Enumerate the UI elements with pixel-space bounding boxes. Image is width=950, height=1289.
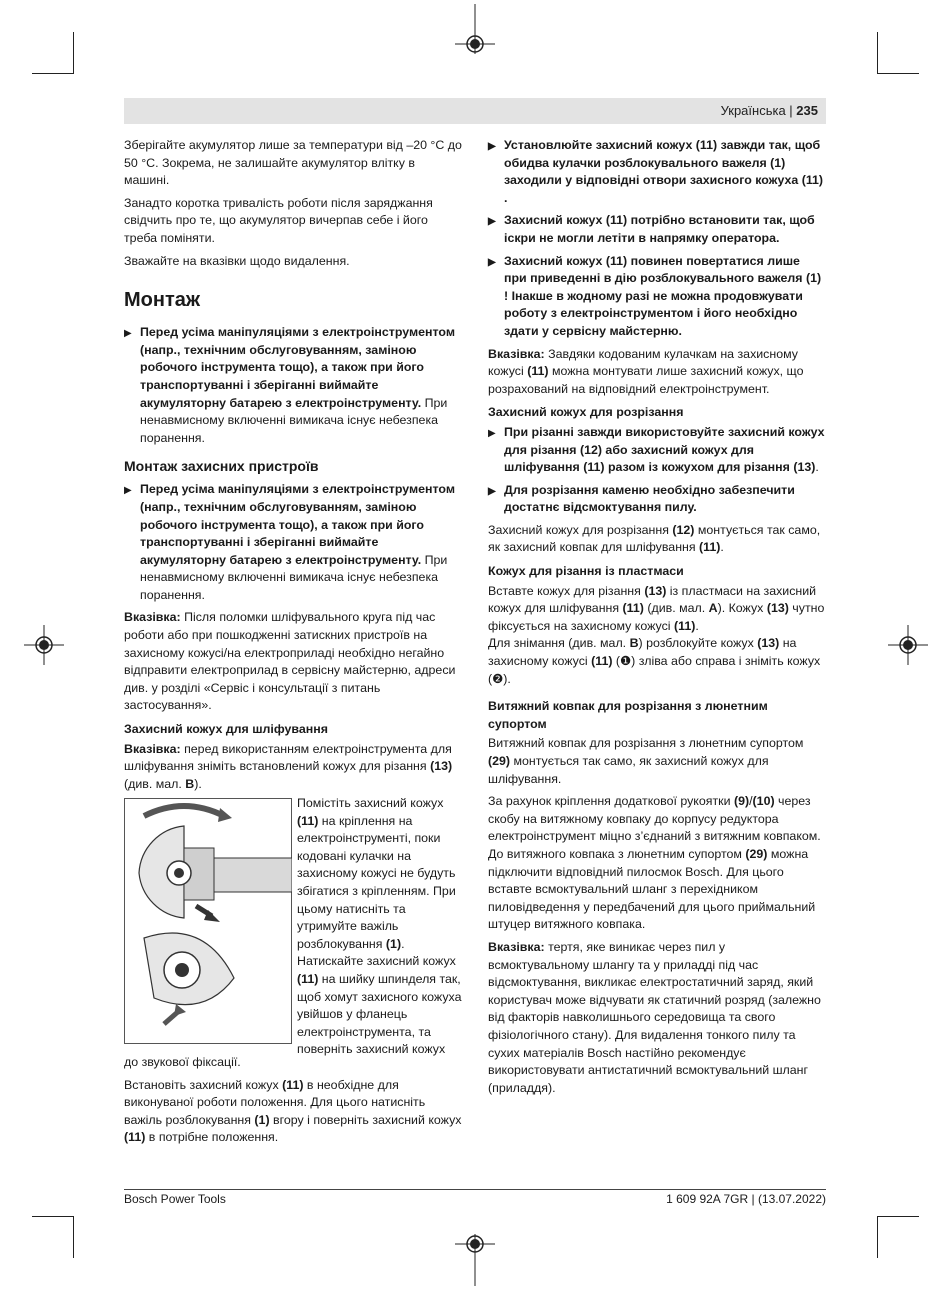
crop-mark [877, 32, 878, 74]
subheading-exhaust: Витяжний ковпак для розрізання з люнетним супортом [488, 699, 768, 731]
warning-item: ▶ Перед усіма маніпуляціями з електроінструментом (напр., технічним обслуговуванням, заміною робочого інструмента тощо), а також при його транспортуванні і зберіганні виймайте акумуляторну батарею з електроінструменту. При ненавмисному включенні вимикача існує небезпека поранення. [124, 325, 455, 445]
bullet-arrow-icon: ▶ [488, 485, 496, 497]
paragraph: Встановіть захисний кожух (11) в необхідне для виконуваної роботи положення. Для цього натисніть важіль розблокування (1) вгору і поверніть захисний кожух (11) в потрібне положення. [124, 1077, 462, 1145]
note: Вказівка: тертя, яке виникає через пил у всмоктувальному шлангу та у приладді під час відсмоктування, викликає електростатичний заряд, який користувач може відчувати як статичний розряд (залежно від факторів навколишнього середовища та свого фізіологічного стану). Для видалення тонкого пилу та сухих матеріалів Bosch настійно рекомендує використовувати антистатичний всмоктувальний шланг (приладдя). [488, 939, 821, 1095]
page-header [124, 98, 826, 124]
bullet-arrow-icon: ▶ [488, 216, 496, 228]
page-number: 235 [796, 103, 818, 118]
bullet-arrow-icon: ▶ [124, 328, 132, 340]
paragraph: Вставте кожух для різання (13) із пластмаси на захисний кожух для шліфування (11) (див. мал. A). Кожух (13) чутно фіксується на захисному кожусі (11). [488, 583, 825, 633]
paragraph: Витяжний ковпак для розрізання з люнетним супортом (29) монтується так само, як захисний кожух для шліфування. [488, 736, 804, 786]
bullet-arrow-icon: ▶ [488, 427, 496, 439]
bullet-arrow-icon: ▶ [488, 256, 496, 268]
header-text: Українська | 235 [720, 103, 818, 118]
note: Вказівка: перед використанням електроінструмента для шліфування зніміть встановлений кожух для різання (13) (див. мал. B). [124, 741, 453, 791]
crop-mark [32, 73, 74, 74]
paragraph: Зважайте на вказівки щодо видалення. [124, 253, 350, 268]
right-column [488, 137, 826, 1102]
footer-brand: Bosch Power Tools [124, 1192, 226, 1206]
guard-mounting-figure [124, 798, 292, 1044]
crop-mark [877, 73, 919, 74]
registration-mark-bottom-icon [455, 1234, 495, 1286]
paragraph: Зберігайте акумулятор лише за температури від –20 °C до 50 °C. Зокрема, не залишайте акумулятор влітку в машині. [124, 138, 462, 188]
warning-item: ▶ Захисний кожух (11) потрібно встановити так, щоб іскри не могли летіти в напрямку оператора. [488, 213, 815, 245]
note: Вказівка: Завдяки кодованим кулачкам на захисному кожусі (11) можна монтувати лише захисний кожух, що розрахований на відповідний електроінструмент. [488, 346, 804, 396]
header-language: Українська [720, 103, 786, 118]
registration-mark-left-icon [24, 625, 64, 665]
crop-mark [32, 1216, 74, 1217]
left-column-end [124, 1054, 462, 1152]
registration-mark-top-icon [455, 4, 495, 54]
registration-mark-right-icon [888, 625, 928, 665]
warning-item: ▶ Захисний кожух (11) повинен повертатися лише при приведенні в дію розблокувального важеля (1) ! Інакше в жодному разі не можна продовжувати роботу з електроінструментом і його необхідно здати у сервісну майстерню. [488, 253, 822, 338]
subheading-plastic: Кожух для різання із пластмаси [488, 564, 684, 579]
bullet-arrow-icon: ▶ [124, 485, 132, 497]
paragraph: Для знімання (див. мал. B) розблокуйте кожух (13) на захисному кожусі (11) (❶) зліва або справа і зніміть кожух (❷). [488, 636, 821, 686]
warning-item: ▶ При різанні завжди використовуйте захисний кожух для різання (12) або захисний кожух для шліфування (11) разом із кожухом для різання (13). [488, 424, 825, 475]
crop-mark [73, 1216, 74, 1258]
warning-item: ▶ Установлюйте захисний кожух (11) завжди так, щоб обидва кулачки розблокувального важеля (1) заходили у відповідні отвори захисного кожуха (11) . [488, 138, 824, 205]
subheading-grind-guard: Захисний кожух для шліфування [124, 722, 328, 737]
note: Вказівка: Після поломки шліфувального круга під час роботи або при пошкодженні затискних пристроїв на захисному кожусі/на електроприладі необхідно негайно відправити електроприлад в сервісну майстерню, адреси див. у розділі «Сервіс і консультації з питань застосування». [124, 610, 456, 713]
crop-mark [877, 1216, 878, 1258]
paragraph: За рахунок кріплення додаткової рукоятки (9)/(10) через скобу на витяжному ковпаку до корпусу редуктора електроінструмент міцно з’єднаний з витяжним ковпаком. До витяжного ковпака з люнетним супортом (29) можна підключити відповідний пилосмок Bosch. Для цього вставте всмоктувальний шланг з перехідником пиловідведення у передбачений для цього приймальний штуцер витяжного ковпака. [488, 794, 821, 932]
warning-item: ▶ Для розрізання каменю необхідно забезпечити достатнє відсмоктування пилу. [488, 482, 795, 515]
footer-divider [124, 1189, 826, 1190]
warning-item: ▶ Перед усіма маніпуляціями з електроінструментом (напр., технічним обслуговуванням, заміною робочого інструмента тощо), а також при його транспортуванні і зберіганні виймайте акумуляторну батарею з електроінструменту. При ненавмисному включенні вимикача існує небезпека поранення. [124, 482, 455, 602]
crop-mark [877, 1216, 919, 1217]
footer-doc-id: 1 609 92A 7GR | (13.07.2022) [666, 1192, 826, 1206]
bullet-arrow-icon: ▶ [488, 141, 496, 152]
paragraph: Захисний кожух для розрізання (12) монтується так само, як захисний ковпак для шліфування (11). [488, 522, 821, 555]
grinder-illustration-icon [124, 798, 292, 1044]
crop-mark [73, 32, 74, 74]
subheading-cut-guard: Захисний кожух для розрізання [488, 405, 684, 420]
left-column [124, 137, 462, 798]
paragraph: до звукової фіксації. [124, 1055, 241, 1069]
paragraph: Занадто коротка тривалість роботи після заряджання свідчить про те, що акумулятор вичерпав себе і його треба поміняти. [124, 195, 433, 245]
section-heading-montage: Монтаж [124, 289, 201, 312]
section-heading-guards: Монтаж захисних пристроїв [124, 458, 319, 475]
figure-caption-text: Помістіть захисний кожух (11) на кріплення на електроінструменті, поки кодовані кулачки на захисному кожусі не будуть збігатися з кріпленням. При цьому натисніть та утримуйте важіль розблокування (1). Натискайте захисний кожух (11) на шийку шпинделя так, щоб хомут захисного кожуха увійшов у фланець електроінструмента, та поверніть захисний кожух [297, 796, 462, 1057]
